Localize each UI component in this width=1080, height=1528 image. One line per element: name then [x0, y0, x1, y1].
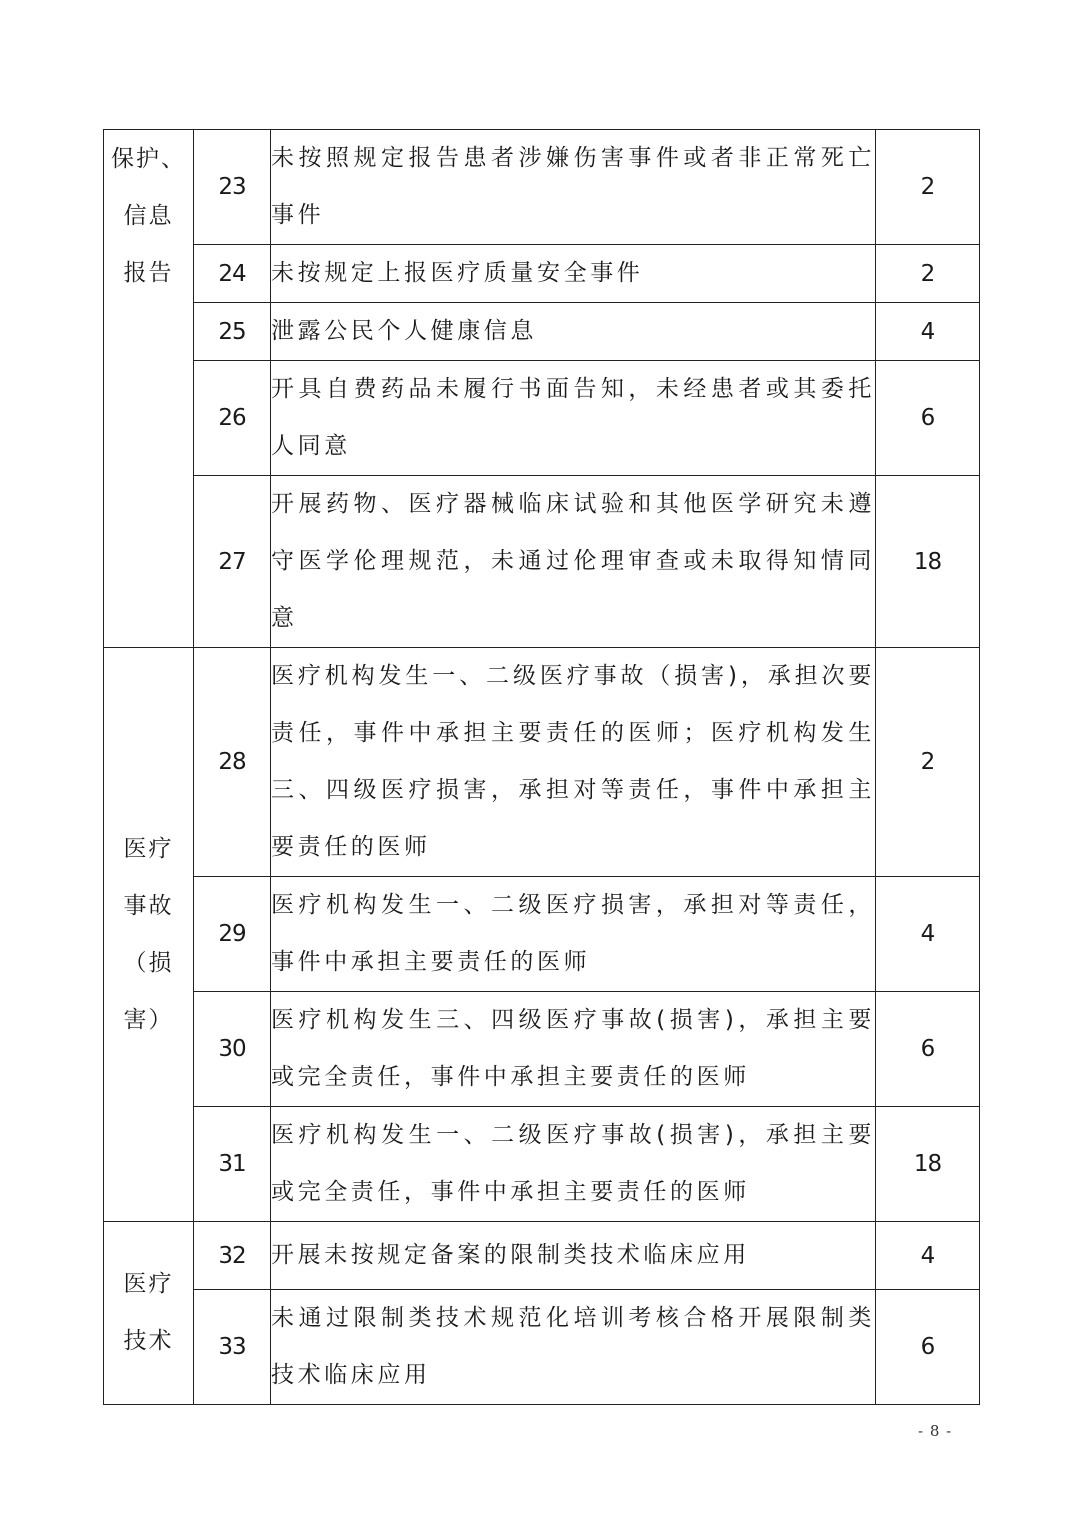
category-cell-protection: [104, 130, 194, 648]
item-number: 30: [194, 992, 271, 1107]
item-description: 医疗机构发生一、二级医疗事故(损害)，承担主要或完全责任，事件中承担主要责任的医师: [271, 1107, 876, 1222]
scoring-table: [103, 129, 980, 1405]
item-description: 未按照规定报告患者涉嫌伤害事件或者非正常死亡事件: [271, 130, 876, 245]
item-description: 未按规定上报医疗质量安全事件: [271, 245, 876, 303]
table-row: [104, 992, 980, 1107]
category-line: 害）: [123, 1006, 174, 1033]
item-number: 23: [194, 130, 271, 245]
table-row: [104, 303, 980, 361]
table-row: [104, 1222, 980, 1290]
category-line: 事故: [123, 892, 174, 919]
category-line: 技术: [123, 1328, 174, 1354]
table-row: [104, 361, 980, 476]
item-score: 4: [876, 1222, 980, 1290]
item-description: 医疗机构发生一、二级医疗事故（损害)，承担次要责任，事件中承担主要责任的医师；医疗机构发生三、四级医疗损害，承担对等责任，事件中承担主要责任的医师: [271, 648, 876, 877]
item-number: 27: [194, 476, 271, 648]
item-number: 31: [194, 1107, 271, 1222]
item-description: 医疗机构发生三、四级医疗事故(损害)，承担主要或完全责任，事件中承担主要责任的医师: [271, 992, 876, 1107]
item-score: 18: [876, 1107, 980, 1222]
category-line: 信息: [123, 203, 174, 229]
item-description: 泄露公民个人健康信息: [271, 303, 876, 361]
item-score: 18: [876, 476, 980, 648]
item-number: 28: [194, 648, 271, 877]
item-description: 医疗机构发生一、二级医疗损害，承担对等责任，事件中承担主要责任的医师: [271, 877, 876, 992]
table-row: [104, 245, 980, 303]
item-score: 4: [876, 877, 980, 992]
table-row: [104, 1290, 980, 1405]
category-cell-accident: [104, 648, 194, 1222]
item-number: 24: [194, 245, 271, 303]
item-number: 25: [194, 303, 271, 361]
category-line: 报告: [123, 260, 174, 286]
item-number: 33: [194, 1290, 271, 1405]
item-description: 开展未按规定备案的限制类技术临床应用: [271, 1222, 876, 1290]
table-row: [104, 648, 980, 877]
item-number: 29: [194, 877, 271, 992]
category-cell-technology: [104, 1222, 194, 1405]
item-score: 6: [876, 361, 980, 476]
item-score: 2: [876, 648, 980, 877]
item-score: 4: [876, 303, 980, 361]
category-line: （损: [123, 949, 174, 976]
table-row: [104, 1107, 980, 1222]
item-number: 26: [194, 361, 271, 476]
item-score: 2: [876, 245, 980, 303]
item-score: 6: [876, 992, 980, 1107]
category-line: 医疗: [123, 1271, 174, 1297]
category-line: 医疗: [123, 835, 174, 862]
item-description: 未通过限制类技术规范化培训考核合格开展限制类技术临床应用: [271, 1290, 876, 1405]
item-score: 2: [876, 130, 980, 245]
table-row: [104, 476, 980, 648]
table-row: [104, 130, 980, 245]
item-description: 开具自费药品未履行书面告知，未经患者或其委托人同意: [271, 361, 876, 476]
category-line: 保护、: [111, 146, 186, 172]
item-number: 32: [194, 1222, 271, 1290]
page-number: - 8 -: [918, 1422, 953, 1440]
item-score: 6: [876, 1290, 980, 1405]
item-description: 开展药物、医疗器械临床试验和其他医学研究未遵守医学伦理规范，未通过伦理审查或未取得知情同意: [271, 476, 876, 648]
table-row: [104, 877, 980, 992]
